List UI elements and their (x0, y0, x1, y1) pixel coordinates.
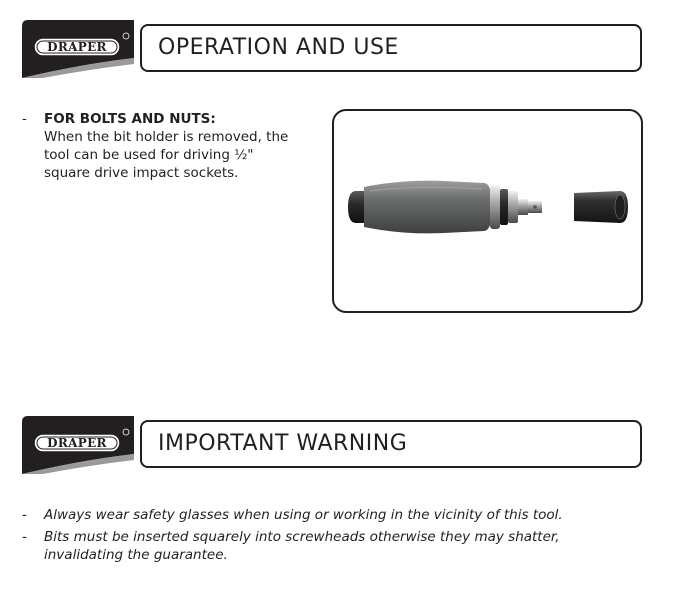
bullet-dash: - (22, 507, 27, 523)
section-title: OPERATION AND USE (158, 35, 399, 60)
warning-title-box (140, 420, 642, 468)
draper-logo-tab (22, 416, 134, 474)
impact-driver-illustration (334, 111, 641, 311)
draper-logo-text: DRAPER (47, 436, 107, 450)
draper-logo-text: DRAPER (47, 40, 107, 54)
section-title: IMPORTANT WARNING (158, 431, 408, 456)
bullet-dash: - (22, 111, 27, 127)
handle-grip (364, 181, 492, 234)
warning-item (22, 506, 662, 526)
operation-title-box (140, 24, 642, 72)
warning-item (22, 528, 662, 568)
warning-line: invalidating the guarantee. (44, 547, 228, 563)
draper-logo-tab (22, 20, 134, 78)
operation-paragraph (22, 110, 322, 190)
impact-socket (574, 191, 628, 223)
square-drive (518, 199, 542, 215)
chrome-collar (490, 185, 518, 229)
operation-line: tool can be used for driving ½" (44, 147, 254, 163)
tool-image-frame (332, 109, 643, 313)
warning-text: Always wear safety glasses when using or working in the vicinity of this tool. (44, 507, 563, 523)
bullet-dash: - (22, 529, 27, 545)
operation-line: When the bit holder is removed, the (44, 129, 289, 145)
operation-line: square drive impact sockets. (44, 165, 239, 181)
operation-heading: FOR BOLTS AND NUTS: (44, 111, 216, 127)
warning-line: Bits must be inserted squarely into screwheads otherwise they may shatter, (44, 529, 560, 545)
